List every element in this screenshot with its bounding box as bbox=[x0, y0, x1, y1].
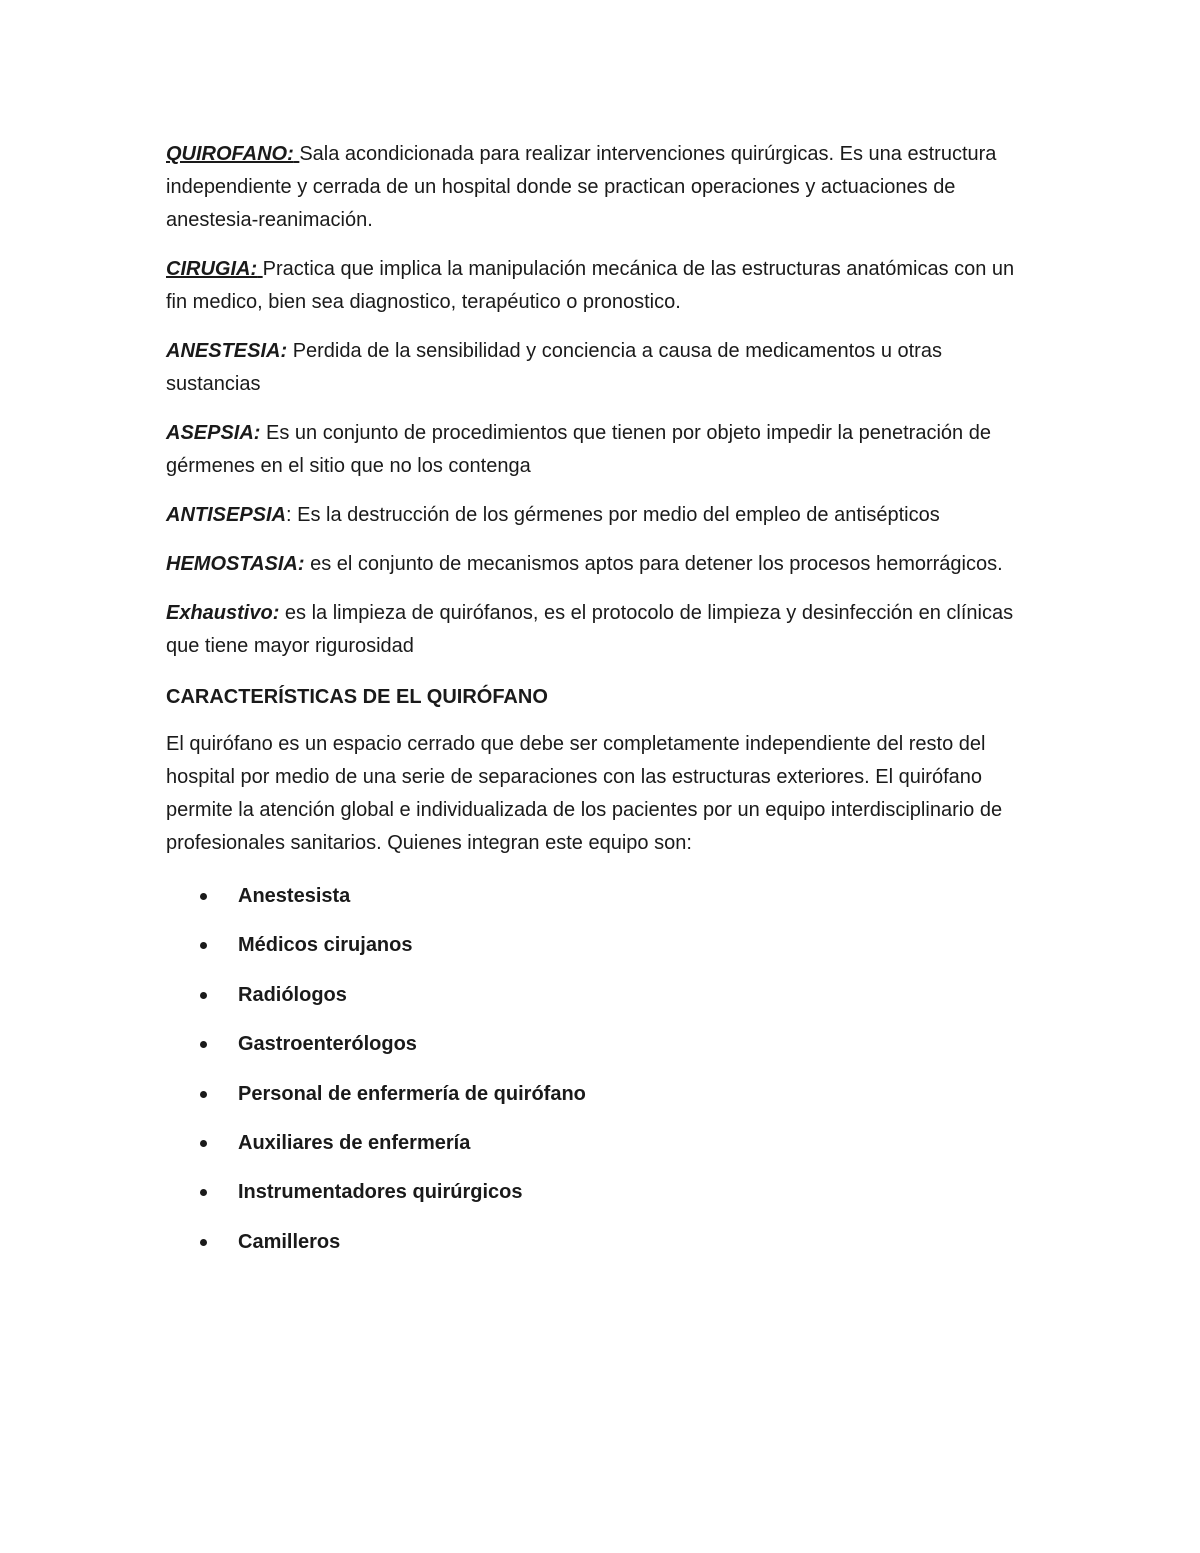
definition-term: ANESTESIA: bbox=[166, 340, 288, 362]
definition-exhaustivo bbox=[166, 597, 1026, 663]
definition-asepsia bbox=[166, 417, 1026, 483]
bullet-icon bbox=[200, 1140, 207, 1147]
list-item-label: Camilleros bbox=[238, 1230, 341, 1253]
definition-text: Practica que implica la manipulación mecánica de las estructuras anatómicas con un fin medico, bien sea diagnostico, terapéutico o pronostico. bbox=[166, 258, 1015, 313]
definition-term: Exhaustivo: bbox=[166, 602, 280, 624]
bullet-icon bbox=[200, 942, 207, 949]
definition-anestesia bbox=[166, 335, 1026, 401]
list-item bbox=[166, 880, 1026, 913]
list-item bbox=[166, 1078, 1026, 1111]
definition-antisepsia bbox=[166, 499, 1026, 532]
definition-quirofano bbox=[166, 138, 1026, 237]
list-item-label: Anestesista bbox=[238, 885, 351, 907]
list-item bbox=[166, 1028, 1026, 1061]
definition-term: HEMOSTASIA: bbox=[166, 553, 305, 575]
definition-term: ASEPSIA: bbox=[166, 422, 261, 444]
bullet-icon bbox=[200, 1189, 207, 1196]
list-item-label: Médicos cirujanos bbox=[238, 934, 413, 957]
document-page bbox=[166, 138, 1026, 1275]
list-item-label: Instrumentadores quirúrgicos bbox=[238, 1181, 523, 1204]
list-item bbox=[166, 1127, 1026, 1160]
definition-text: Sala acondicionada para realizar intervenciones quirúrgicas. Es una estructura independiente y cerrada de un hospital donde se practican operaciones y actuaciones de anestesia-reanimación. bbox=[166, 143, 997, 231]
bullet-icon bbox=[200, 1041, 207, 1048]
definition-text: es el conjunto de mecanismos aptos para detener los procesos hemorrágicos. bbox=[310, 553, 1003, 575]
list-item-label: Radiólogos bbox=[238, 983, 347, 1006]
list-item bbox=[166, 929, 1026, 962]
definition-hemostasia bbox=[166, 548, 1026, 581]
definition-term: CIRUGIA: bbox=[166, 258, 258, 280]
bullet-icon bbox=[200, 1239, 207, 1246]
list-item bbox=[166, 1176, 1026, 1209]
definition-text: Es un conjunto de procedimientos que tienen por objeto impedir la penetración de gérmenes en el sitio que no los contenga bbox=[166, 422, 991, 477]
list-item-label: Gastroenterólogos bbox=[238, 1033, 417, 1056]
section-intro: El quirófano es un espacio cerrado que debe ser completamente independiente del resto del hospital por medio de una serie de separaciones con las estructuras exteriores. El quirófano permite la atención global e individualizada de los pacientes por un equipo interdisciplinario de profesionales sanitarios. Quienes integran este equipo son: bbox=[166, 733, 1003, 854]
team-list bbox=[166, 880, 1026, 1259]
bullet-icon bbox=[200, 992, 207, 999]
list-item bbox=[166, 979, 1026, 1012]
definition-text: : Es la destrucción de los gérmenes por medio del empleo de antisépticos bbox=[286, 504, 940, 526]
definition-cirugia bbox=[166, 253, 1026, 319]
list-item-label: Personal de enfermería de quirófano bbox=[238, 1082, 586, 1105]
bullet-icon bbox=[200, 1091, 207, 1098]
definition-term: QUIROFANO: bbox=[166, 143, 294, 165]
definition-term: ANTISEPSIA bbox=[166, 504, 287, 526]
definition-text: es la limpieza de quirófanos, es el protocolo de limpieza y desinfección en clínicas que tiene mayor rigurosidad bbox=[166, 602, 1014, 657]
list-item-label: Auxiliares de enfermería bbox=[238, 1131, 471, 1154]
bullet-icon bbox=[200, 893, 207, 900]
section-heading: CARACTERÍSTICAS DE EL QUIRÓFANO bbox=[166, 686, 548, 708]
list-item bbox=[166, 1226, 1026, 1259]
definition-text: Perdida de la sensibilidad y conciencia a causa de medicamentos u otras sustancias bbox=[166, 340, 942, 395]
